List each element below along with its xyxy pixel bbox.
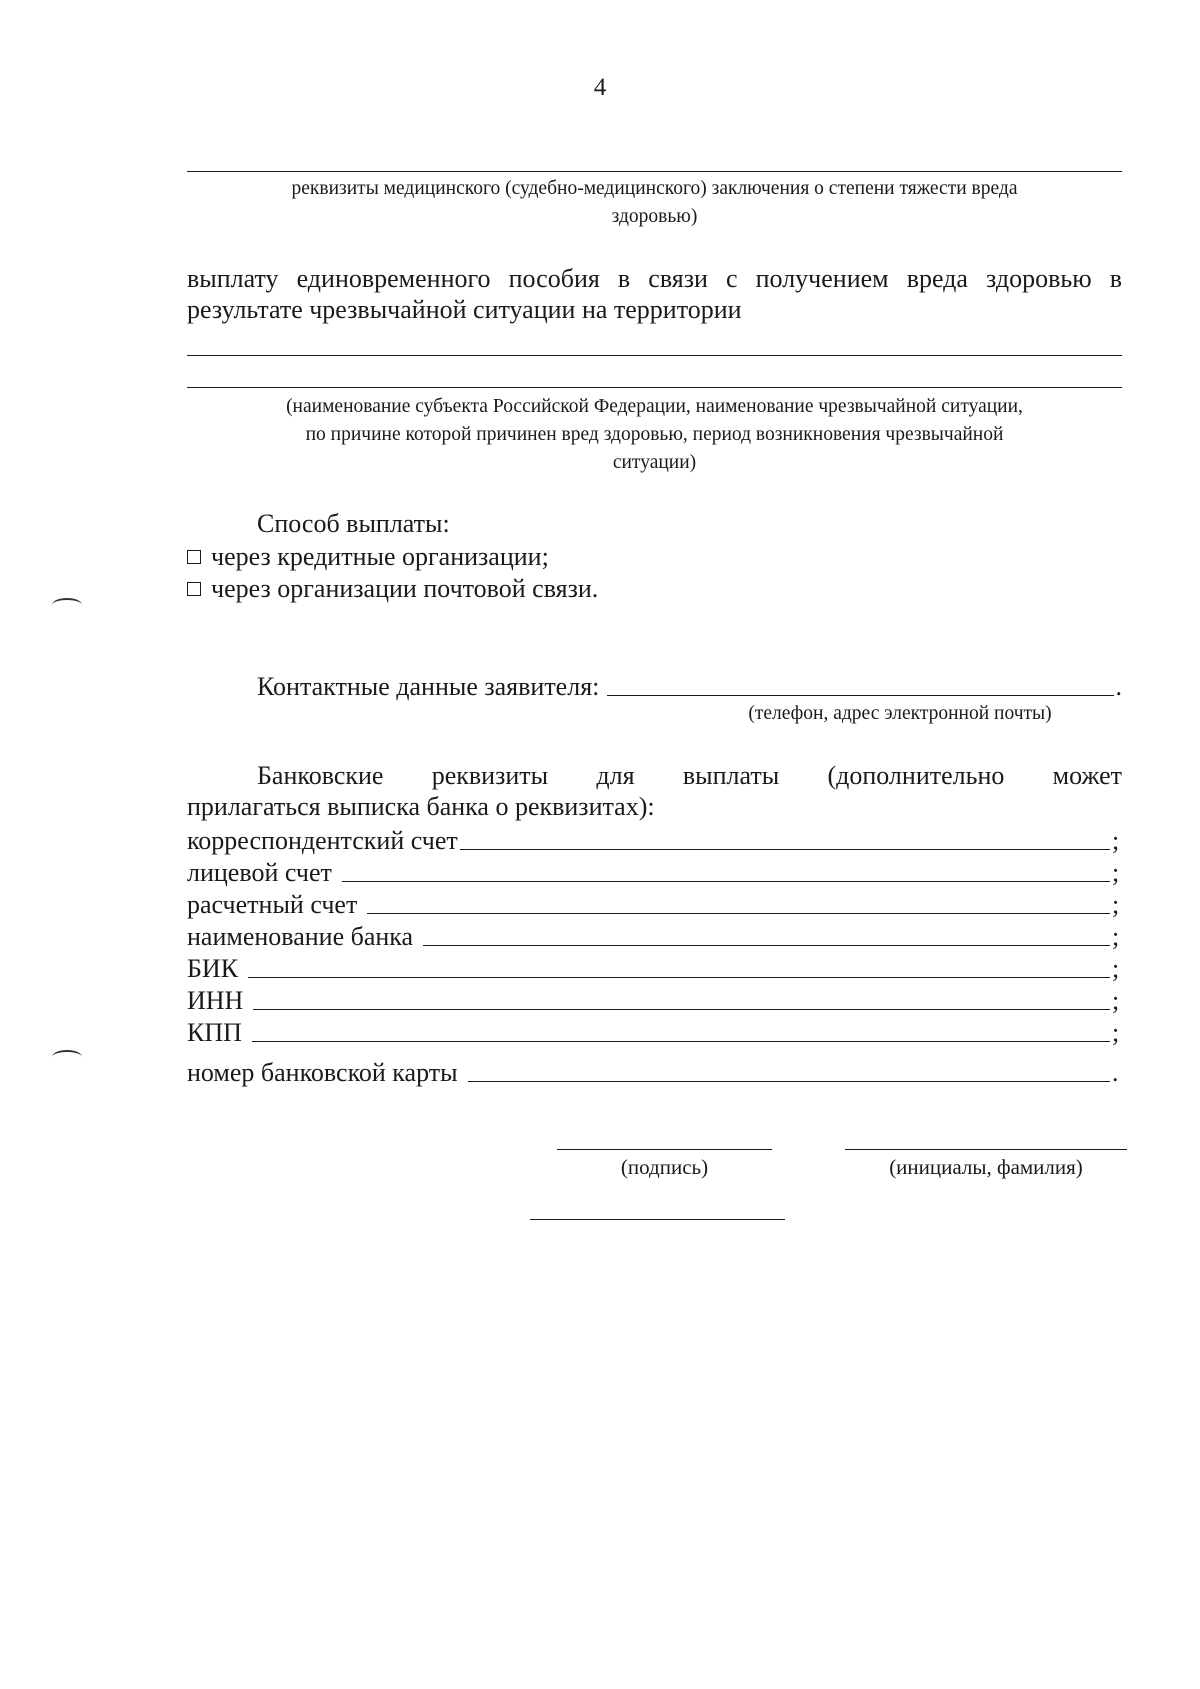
payment-option-bank-label: через кредитные организации;	[211, 542, 549, 571]
payment-option-post[interactable]	[187, 573, 598, 604]
conclusion-line[interactable]	[187, 171, 1122, 172]
bank-field-correspondent-account	[187, 824, 1122, 856]
bank-intro	[187, 760, 1122, 822]
bank-field-label: наименование банка	[187, 922, 414, 951]
contact-end: .	[1115, 672, 1122, 701]
bank-field-label: корреспондентский счет	[187, 826, 458, 855]
bank-field-input[interactable]	[252, 1041, 1110, 1042]
conclusion-caption	[187, 175, 1122, 231]
bank-field-inn	[187, 984, 1122, 1016]
bank-field-end: ;	[1112, 1018, 1120, 1047]
date-line[interactable]	[530, 1219, 785, 1220]
subject-caption-line1: (наименование субъекта Российской Федерации, наименование чрезвычайной ситуации,	[286, 396, 1023, 417]
subject-caption-line3: ситуации)	[612, 452, 697, 473]
payment-text-line2: результате чрезвычайной ситуации на территории	[187, 295, 742, 324]
bank-field-kpp	[187, 1016, 1122, 1048]
conclusion-caption-line1: реквизиты медицинского (судебно-медицинского) заключения о степени тяжести вреда	[291, 178, 1018, 199]
payment-option-bank[interactable]	[187, 541, 549, 572]
bank-field-end: ;	[1112, 954, 1120, 983]
contact-label: Контактные данные заявителя:	[257, 672, 600, 701]
bank-intro-line1: Банковские реквизиты для выплаты (дополнительно может	[257, 761, 1122, 790]
contact-row	[257, 670, 1122, 702]
bank-field-label: расчетный счет	[187, 890, 358, 919]
bank-field-input[interactable]	[253, 1009, 1110, 1010]
punch-mark-icon	[52, 598, 82, 612]
subject-caption-line2: по причине которой причинен вред здоровью, период возникновения чрезвычайной	[305, 424, 1004, 445]
subject-caption	[187, 393, 1122, 477]
bank-field-card-number	[187, 1056, 1122, 1088]
bank-field-end: ;	[1112, 858, 1120, 887]
bank-field-input[interactable]	[468, 1081, 1110, 1082]
checkbox-icon[interactable]	[187, 550, 201, 564]
payment-method-heading: Способ выплаты:	[257, 509, 450, 538]
bank-field-end: ;	[1112, 890, 1120, 919]
name-line[interactable]	[845, 1149, 1127, 1150]
contact-caption: (телефон, адрес электронной почты)	[748, 703, 1052, 724]
bank-field-label: КПП	[187, 1018, 242, 1047]
contact-field[interactable]	[607, 695, 1113, 696]
checkbox-icon[interactable]	[187, 582, 201, 596]
payment-option-post-label: через организации почтовой связи.	[211, 574, 599, 603]
page-number: 4	[593, 74, 607, 101]
bank-field-label: номер банковской карты	[187, 1058, 458, 1087]
bank-field-input[interactable]	[342, 881, 1110, 882]
bank-field-label: ИНН	[187, 986, 244, 1015]
punch-mark-icon	[52, 1050, 82, 1064]
bank-field-input[interactable]	[423, 945, 1110, 946]
signature-caption: (подпись)	[620, 1155, 709, 1179]
bank-field-end: ;	[1112, 922, 1120, 951]
bank-field-end: .	[1112, 1058, 1119, 1087]
bank-field-personal-account	[187, 856, 1122, 888]
bank-field-label: лицевой счет	[187, 858, 332, 887]
bank-field-end: ;	[1112, 826, 1120, 855]
signature-line[interactable]	[557, 1149, 772, 1150]
bank-intro-line2: прилагаться выписка банка о реквизитах):	[187, 792, 655, 821]
territory-line-2[interactable]	[187, 387, 1122, 388]
conclusion-caption-line2: здоровью)	[611, 206, 698, 227]
bank-field-input[interactable]	[248, 977, 1110, 978]
bank-field-bank-name	[187, 920, 1122, 952]
bank-field-input[interactable]	[367, 913, 1110, 914]
bank-field-end: ;	[1112, 986, 1120, 1015]
bank-field-bik	[187, 952, 1122, 984]
bank-field-settlement-account	[187, 888, 1122, 920]
bank-field-label: БИК	[187, 954, 239, 983]
territory-line-1[interactable]	[187, 355, 1122, 356]
payment-paragraph	[187, 263, 1122, 325]
name-caption: (инициалы, фамилия)	[889, 1155, 1083, 1179]
bank-field-input[interactable]	[460, 849, 1110, 850]
payment-text-line1: выплату единовременного пособия в связи с получением вреда здоровью в	[187, 264, 1122, 293]
